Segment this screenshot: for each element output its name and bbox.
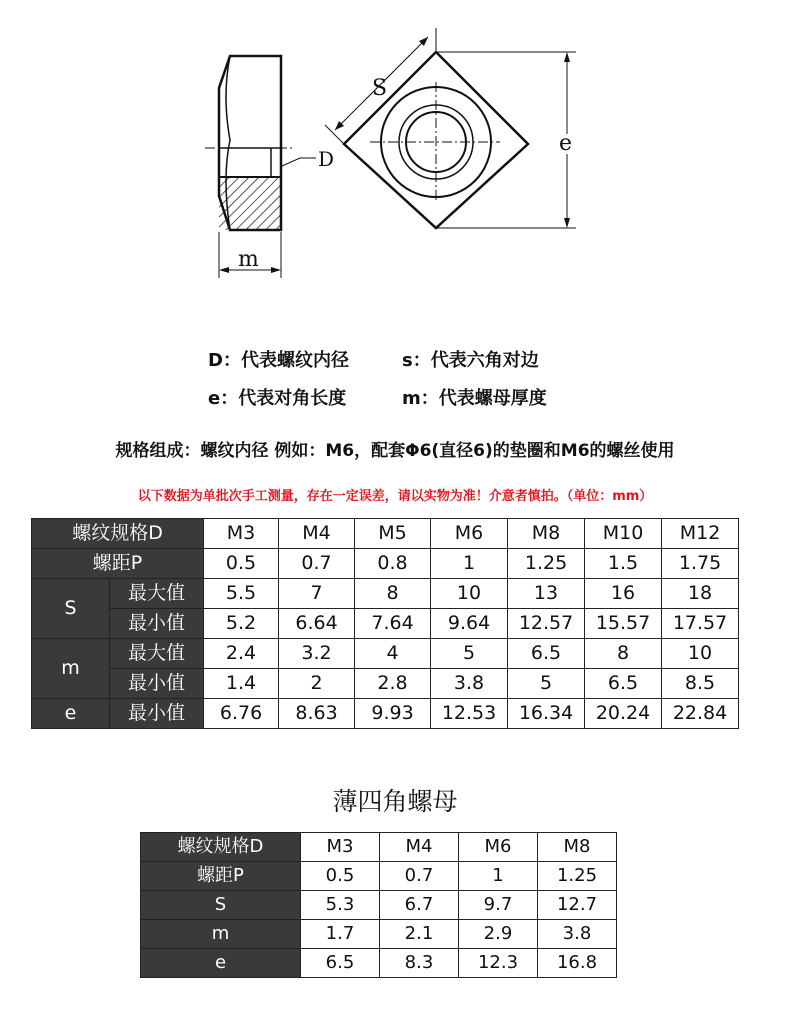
header-m: m [32,639,110,699]
m-min-cell: 6.5 [585,669,662,699]
size-cell: M6 [459,833,538,862]
pitch-cell: 1.25 [538,862,617,891]
size-cell: M4 [380,833,459,862]
side-view [205,56,316,278]
s-min-cell: 5.2 [204,609,279,639]
table-row-s-min [32,609,739,639]
pitch-cell: 0.5 [301,862,380,891]
drawing-label-d: D [318,147,335,171]
m-cell: 3.8 [538,920,617,949]
table-row-size [141,833,617,862]
s-max-cell: 16 [585,579,662,609]
s-min-cell: 7.64 [355,609,431,639]
spec-text: 规格组成：螺纹内径 例如：M6，配套Φ6(直径6)的垫圈和M6的螺丝使用 [115,441,675,461]
size-cell: M3 [204,519,279,549]
m-min-cell: 1.4 [204,669,279,699]
m-cell: 1.7 [301,920,380,949]
measurement-note: 以下数据为单批次手工测量，存在一定误差，请以实物为准！介意者慎拍。（单位：mm） [137,489,653,504]
s-max-cell: 13 [508,579,585,609]
s-max-cell: 5.5 [204,579,279,609]
e-min-cell: 8.63 [279,699,355,729]
pitch-cell: 1.25 [508,549,585,579]
table-row-pitch [32,549,739,579]
pitch-cell: 1 [431,549,508,579]
pitch-cell: 0.7 [380,862,459,891]
header-max: 最大值 [110,579,204,609]
header-pitch: 螺距P [141,862,301,891]
header-s: S [32,579,110,639]
thin-nut-title: 薄四角螺母 [332,787,458,816]
drawing-label-e: e [559,131,573,156]
e-min-cell: 12.53 [431,699,508,729]
s-max-cell: 10 [431,579,508,609]
e-min-cell: 22.84 [662,699,739,729]
m-min-cell: 5 [508,669,585,699]
e-cell: 12.3 [459,949,538,978]
m-max-cell: 5 [431,639,508,669]
header-thread-size: 螺纹规格D [32,519,204,549]
size-cell: M5 [355,519,431,549]
thin-nut-table [140,832,617,978]
m-max-cell: 8 [585,639,662,669]
m-max-cell: 4 [355,639,431,669]
m-max-cell: 6.5 [508,639,585,669]
table-row-e-min [32,699,739,729]
e-min-cell: 9.93 [355,699,431,729]
header-e: e [141,949,301,978]
header-s: S [141,891,301,920]
legend-d: D：代表螺纹内径 [208,350,349,371]
s-max-cell: 7 [279,579,355,609]
s-max-cell: 18 [662,579,739,609]
pitch-cell: 0.8 [355,549,431,579]
m-min-cell: 3.8 [431,669,508,699]
size-cell: M8 [538,833,617,862]
s-min-cell: 12.57 [508,609,585,639]
front-view [325,28,576,228]
size-cell: M10 [585,519,662,549]
header-min: 最小值 [110,609,204,639]
s-cell: 5.3 [301,891,380,920]
pitch-cell: 0.5 [204,549,279,579]
m-min-cell: 2 [279,669,355,699]
m-min-cell: 8.5 [662,669,739,699]
table-row-s-max [32,579,739,609]
header-thread-size: 螺纹规格D [141,833,301,862]
size-cell: M4 [279,519,355,549]
pitch-cell: 1.5 [585,549,662,579]
s-min-cell: 6.64 [279,609,355,639]
legend-m: m：代表螺母厚度 [402,388,547,409]
table-row-e [141,949,617,978]
pitch-cell: 1.75 [662,549,739,579]
size-cell: M8 [508,519,585,549]
header-max: 最大值 [110,639,204,669]
size-cell: M6 [431,519,508,549]
header-pitch: 螺距P [32,549,204,579]
square-nut-drawing [0,0,790,300]
pitch-cell: 1 [459,862,538,891]
e-min-cell: 20.24 [585,699,662,729]
m-cell: 2.1 [380,920,459,949]
spec-table [31,518,739,729]
header-min: 最小值 [110,699,204,729]
table-row-m-max [32,639,739,669]
header-e: e [32,699,110,729]
drawing-label-s: S [372,76,388,101]
table-row-pitch [141,862,617,891]
legend-e: e：代表对角长度 [208,388,347,409]
m-min-cell: 2.8 [355,669,431,699]
e-cell: 16.8 [538,949,617,978]
table-row-m [141,920,617,949]
table-row-m-min [32,669,739,699]
drawing-label-m: m [238,247,259,272]
s-min-cell: 9.64 [431,609,508,639]
s-max-cell: 8 [355,579,431,609]
s-min-cell: 15.57 [585,609,662,639]
m-max-cell: 3.2 [279,639,355,669]
e-min-cell: 6.76 [204,699,279,729]
header-m: m [141,920,301,949]
header-min: 最小值 [110,669,204,699]
e-cell: 8.3 [380,949,459,978]
e-min-cell: 16.34 [508,699,585,729]
m-max-cell: 2.4 [204,639,279,669]
s-cell: 6.7 [380,891,459,920]
size-cell: M3 [301,833,380,862]
pitch-cell: 0.7 [279,549,355,579]
size-cell: M12 [662,519,739,549]
table-row-size [32,519,739,549]
s-cell: 12.7 [538,891,617,920]
s-min-cell: 17.57 [662,609,739,639]
s-cell: 9.7 [459,891,538,920]
table-row-s [141,891,617,920]
e-cell: 6.5 [301,949,380,978]
m-cell: 2.9 [459,920,538,949]
legend-s: s：代表六角对边 [402,350,539,371]
m-max-cell: 10 [662,639,739,669]
